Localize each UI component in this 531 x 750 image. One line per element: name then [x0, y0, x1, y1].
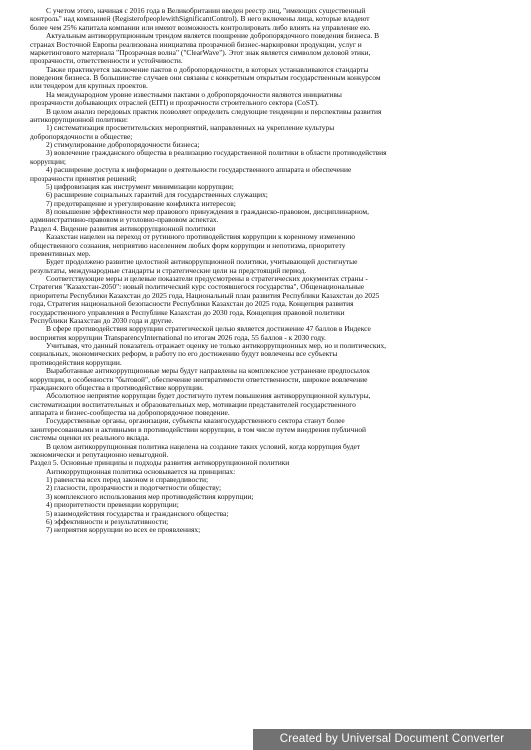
- text-line: 1) равенства всех перед законом и справедливости;: [46, 476, 209, 484]
- text-line: Абсолютное неприятие коррупции будет достигнуто путем повышения антикоррупционной культуры,: [46, 392, 371, 401]
- text-line: 7) неприятия коррупции во всех ее проявлениях;: [46, 526, 201, 535]
- text-line: Казахстан нацелен на переход от рутинного противодействия коррупции к коренному изменению: [46, 233, 356, 242]
- text-line: 4) расширение доступа к информации о деятельности государственного аппарата и обеспечение: [46, 166, 352, 175]
- text-line: 5) взаимодействия государства и гражданского общества;: [46, 509, 229, 518]
- text-line: прозрачности добывающих отраслей (EITI) и прозрачности строительного сектора (CoST).: [30, 99, 319, 108]
- text-line: Актуальным антикоррупционным трендом является поощрение добропорядочного поведения бизнеса. В: [46, 32, 380, 41]
- text-line: 8) повышение эффективности мер правового принуждения в гражданско-правовом, дисциплинарном,: [46, 208, 369, 216]
- text-line: восприятия коррупции TransparencyInternational по итогам 2026 года, 55 баллов - к 2030 году.: [30, 333, 326, 342]
- text-line: антикоррупционной политики:: [30, 115, 128, 124]
- text-line: 2) стимулирование добропорядочности бизнеса;: [46, 141, 200, 149]
- text-line: Раздел 4. Видение развития антикоррупционной политики: [30, 224, 216, 233]
- text-line: странах Восточной Европы реализована инициатива прозрачной бизнес-маркировки продукции, услуг и: [30, 40, 362, 49]
- text-line: прозрачности принятия решений;: [30, 174, 137, 183]
- text-line: гражданского общества в противодействие коррупции.: [30, 383, 204, 392]
- text-line: маркетингового материала "Прозрачная волна" ("ClearWave"). Этот знак является символом деловой этики,: [30, 48, 371, 57]
- text-line: 4) приоритетности превенции коррупции;: [46, 501, 179, 510]
- text-line: систематизации воспитательных и образовательных мер, мотивации представителей государственного: [30, 400, 356, 409]
- text-line: поведения бизнеса. В большинстве случаев они связаны с конкретным открытым государственным конкурсом: [30, 74, 381, 82]
- text-line: 6) эффективности и результативности;: [46, 517, 169, 526]
- text-line: В целом антикоррупционная политика нацелена на создание таких условий, когда коррупция будет: [46, 442, 361, 451]
- text-line: 2) гласности, прозрачности и подотчетности обществу;: [46, 484, 222, 493]
- text-line: превентивных мер.: [30, 249, 91, 258]
- text-line: Государственные органы, организации, субъекты квазигосударственного сектора станут более: [46, 417, 345, 426]
- text-line: 1) систематизация просветительских мероприятий, направленных на укрепление культуры: [46, 124, 335, 133]
- text-line: Также практикуется заключение пактов о добропорядочности, в которых устанавливаются стандарты: [46, 65, 369, 74]
- text-line: более чем 25% капитала компании или имеют возможность контролировать либо влиять на управление ею.: [30, 23, 371, 32]
- text-line: В целом анализ передовых практик позволяет определить следующие тенденции и перспективы развития: [46, 107, 382, 116]
- text-line: аппарата и бизнес-сообщества на добропорядочное поведение.: [30, 409, 230, 417]
- text-line: В сфере противодействия коррупции стратегической целью является достижение 47 баллов в Индексе: [46, 325, 371, 334]
- text-line: Учитывая, что данный показатель отражает оценку не только антикоррупционных мер, но и политических,: [46, 342, 387, 350]
- text-line: административно-правовом и уголовно-правовом аспектах.: [30, 216, 219, 225]
- text-line: приоритеты Республики Казахстан до 2025 года, Национальный план развития Республики Казахстан до 2025: [30, 291, 380, 300]
- text-line: С учетом этого, начиная с 2016 года в Великобритании введен реестр лиц, "имеющих существенный: [46, 7, 366, 15]
- text-line: 6) расширение социальных гарантий для государственных служащих;: [46, 191, 268, 200]
- text-line: или тендером для крупных проектов.: [30, 82, 148, 91]
- text-line: Стратегия "Казахстан-2050": новый политический курс состоявшегося государства", Общенациональные: [30, 283, 365, 292]
- text-line: 7) предотвращение и урегулирование конфликта интересов;: [46, 199, 236, 208]
- text-line: Будет продолжено развитие целостной антикоррупционной политики, учитывающей достигнутые: [46, 258, 358, 267]
- text-line: 5) цифровизация как инструмент минимизации коррупции;: [46, 182, 234, 191]
- text-line: государственного управления в Республике Казахстан до 2030 года, Концепция правовой политики: [30, 308, 345, 317]
- document-body: [30, 7, 518, 535]
- text-line: противодействия коррупции.: [30, 358, 122, 367]
- text-line: системы оценки их реального вклада.: [30, 434, 150, 443]
- converter-watermark: Created by Universal Document Converter: [253, 729, 531, 750]
- text-line: Выработанные антикоррупционные меры будут направлены на комплексное устранение предпосылок: [46, 367, 370, 376]
- text-line: экономически и репутационно невыгодной.: [30, 450, 169, 459]
- text-line: коррупции;: [30, 157, 66, 166]
- text-line: заинтересованными и активными в противодействии коррупции, в том числе путем внедрения публичной: [30, 425, 367, 434]
- text-line: общественного сознания, неприятию населением любых форм коррупции и непотизма, приоритету: [30, 241, 346, 250]
- text-line: 3) вовлечение гражданского общества в реализацию государственной политики в области противодействия: [46, 149, 387, 158]
- text-line: результаты, международные стандарты и стратегические цели на предстоящий период.: [30, 266, 307, 275]
- text-line: Раздел 5. Основные принципы и подходы развития антикоррупционной политики: [30, 459, 290, 468]
- text-line: социальных, экономических реформ, в работу по его достижению будут вовлечены все субъекты: [30, 350, 338, 359]
- text-line: коррупции, в особенности "бытовой", обеспечение неотвратимости ответственности, широкое вовлечение: [30, 375, 368, 384]
- text-line: 3) комплексного использования мер противодействия коррупции;: [46, 492, 254, 501]
- text-line: контроль" над компанией (RegisterofpeoplewithSignificantControl). В него включены лица, которые владеют: [30, 15, 370, 24]
- text-line: Антикоррупционная политика основывается на принципах:: [46, 467, 236, 476]
- text-line: прозрачности, ответственности и устойчивости.: [30, 57, 183, 66]
- text-line: Республики Казахстан до 2030 года и другие.: [30, 316, 174, 325]
- text-line: года, Стратегия национальной безопасности Республики Казахстан до 2025 года, Концепция развития: [30, 300, 354, 309]
- text-line: Соответствующие меры и целевые показатели предусмотрены в стратегических документах страны -: [46, 275, 368, 283]
- text-line: На международном уровне известными пактами о добропорядочности являются инициативы: [46, 90, 342, 99]
- text-line: добропорядочности в обществе;: [30, 132, 133, 141]
